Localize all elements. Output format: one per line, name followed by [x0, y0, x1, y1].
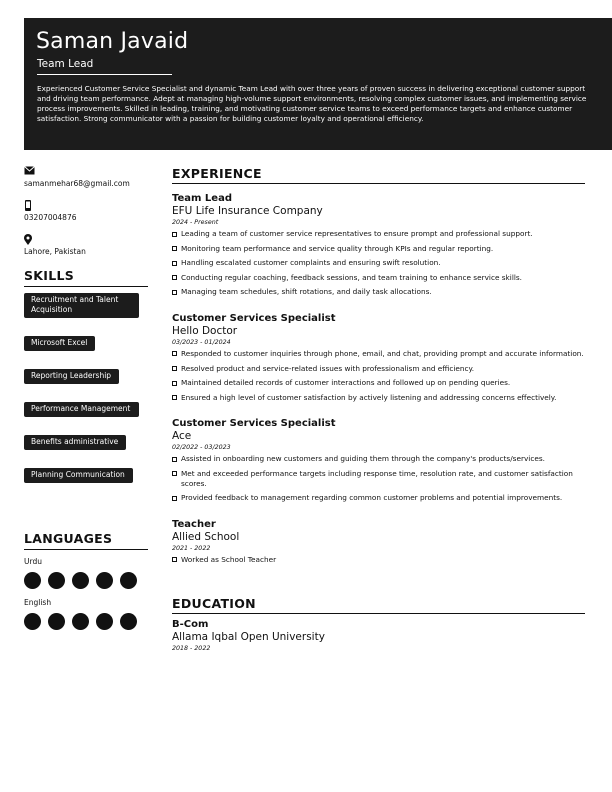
- languages-heading: LANGUAGES: [24, 531, 148, 550]
- language-name: English: [24, 598, 52, 607]
- rating-dot: [24, 572, 41, 589]
- rating-dot: [48, 572, 65, 589]
- job-bullet: Met and exceeded performance targets including response time, resolution rate, and customer satisfaction scores.: [172, 469, 585, 488]
- job-bullet: Assisted in onboarding new customers and guiding them through the company's products/services.: [172, 454, 585, 464]
- job-dates: 03/2023 - 01/2024: [172, 338, 231, 346]
- contact-block: [24, 166, 148, 256]
- skill-tag: Microsoft Excel: [24, 336, 95, 351]
- job-bullet: Managing team schedules, shift rotations, and daily task allocations.: [172, 287, 585, 297]
- job-company: Hello Doctor: [172, 324, 238, 337]
- job-bullet: Provided feedback to management regarding common customer problems and potential improvements.: [172, 493, 585, 503]
- skill-tag: Planning Communication: [24, 468, 133, 483]
- job-bullet: Ensured a high level of customer satisfaction by actively listening and addressing concerns effectively.: [172, 393, 585, 403]
- job-company: Allied School: [172, 530, 240, 543]
- candidate-role: Team Lead: [37, 58, 94, 70]
- job-company: Ace: [172, 430, 192, 443]
- skill-tag: Benefits administrative: [24, 435, 126, 450]
- job-title: Customer Services Specialist: [172, 312, 336, 324]
- rating-dot: [24, 613, 41, 630]
- skill-tag: Reporting Leadership: [24, 369, 119, 384]
- language-name: Urdu: [24, 557, 42, 566]
- right-column: [172, 166, 585, 652]
- job-bullet: Worked as School Teacher: [172, 555, 585, 565]
- job-entry: [172, 519, 585, 565]
- resume-header: [24, 18, 612, 150]
- skill-tag: Recruitment and Talent Acquisition: [24, 293, 139, 318]
- mobile-phone-icon: [24, 200, 148, 211]
- rating-dot: [96, 572, 113, 589]
- job-dates: 02/2022 - 03/2023: [172, 444, 231, 452]
- skills-list: [24, 293, 148, 495]
- job-bullets: [172, 555, 585, 565]
- rating-dot: [72, 613, 89, 630]
- job-dates: 2021 - 2022: [172, 544, 211, 552]
- rating-dot: [72, 572, 89, 589]
- contact-location: Lahore, Pakistan: [24, 247, 86, 256]
- language-rating: [24, 613, 148, 631]
- language-rating: [24, 572, 148, 590]
- skills-heading: SKILLS: [24, 268, 148, 287]
- job-bullet: Maintained detailed records of customer interactions and followed up on pending queries.: [172, 378, 585, 388]
- job-title: Team Lead: [172, 193, 232, 204]
- contact-phone[interactable]: 03207004876: [24, 213, 77, 222]
- education-heading: EDUCATION: [172, 596, 585, 614]
- job-entry: [172, 313, 585, 402]
- education-dates: 2018 - 2022: [172, 645, 211, 653]
- job-bullet: Resolved product and service-related issues with professionalism and efficiency.: [172, 364, 585, 374]
- skill-tag: Performance Management: [24, 402, 139, 417]
- job-dates: 2024 - Present: [172, 219, 219, 226]
- role-underline: [37, 74, 172, 75]
- candidate-name: Saman Javaid: [36, 29, 189, 54]
- rating-dot: [120, 613, 137, 630]
- job-bullet: Monitoring team performance and service quality through KPIs and regular reporting.: [172, 244, 585, 254]
- rating-dot: [48, 613, 65, 630]
- job-bullet: Conducting regular coaching, feedback sessions, and team training to enhance service skills.: [172, 273, 585, 283]
- job-bullet: Handling escalated customer complaints and ensuring swift resolution.: [172, 258, 585, 268]
- job-entry: [172, 418, 585, 502]
- job-title: Customer Services Specialist: [172, 418, 336, 430]
- education-entry: [172, 619, 585, 652]
- job-title: Teacher: [172, 518, 216, 530]
- job-bullets: [172, 349, 585, 402]
- education-school: Allama Iqbal Open University: [172, 631, 325, 644]
- language-item: [24, 598, 148, 631]
- job-bullet: Responded to customer inquiries through phone, email, and chat, providing prompt and accurate information.: [172, 349, 585, 359]
- language-item: [24, 557, 148, 590]
- rating-dot: [96, 613, 113, 630]
- envelope-icon: [24, 166, 148, 177]
- contact-email[interactable]: samanmehar68@gmail.com: [24, 179, 130, 188]
- profile-summary: Experienced Customer Service Specialist and dynamic Team Lead with over three years of proven success in delivering exceptional customer support and driving team performance. Adept at managing high-volume support environments, resolving complex customer issues, and implementing service process improvements. Skilled in leading, training, and motivating customer service teams to exceed performance targets and enhance customer satisfaction. Strong communicator with a passion for building customer loyalty and operational efficiency.: [37, 84, 587, 124]
- job-company: EFU Life Insurance Company: [172, 205, 323, 217]
- job-bullet: Leading a team of customer service representatives to ensure prompt and professional support.: [172, 229, 585, 239]
- job-entry: [172, 193, 585, 297]
- job-bullets: [172, 229, 585, 297]
- job-bullets: [172, 454, 585, 502]
- rating-dot: [120, 572, 137, 589]
- education-degree: B-Com: [172, 619, 209, 631]
- map-pin-icon: [24, 234, 148, 245]
- left-column: [24, 166, 148, 631]
- experience-heading: EXPERIENCE: [172, 166, 585, 184]
